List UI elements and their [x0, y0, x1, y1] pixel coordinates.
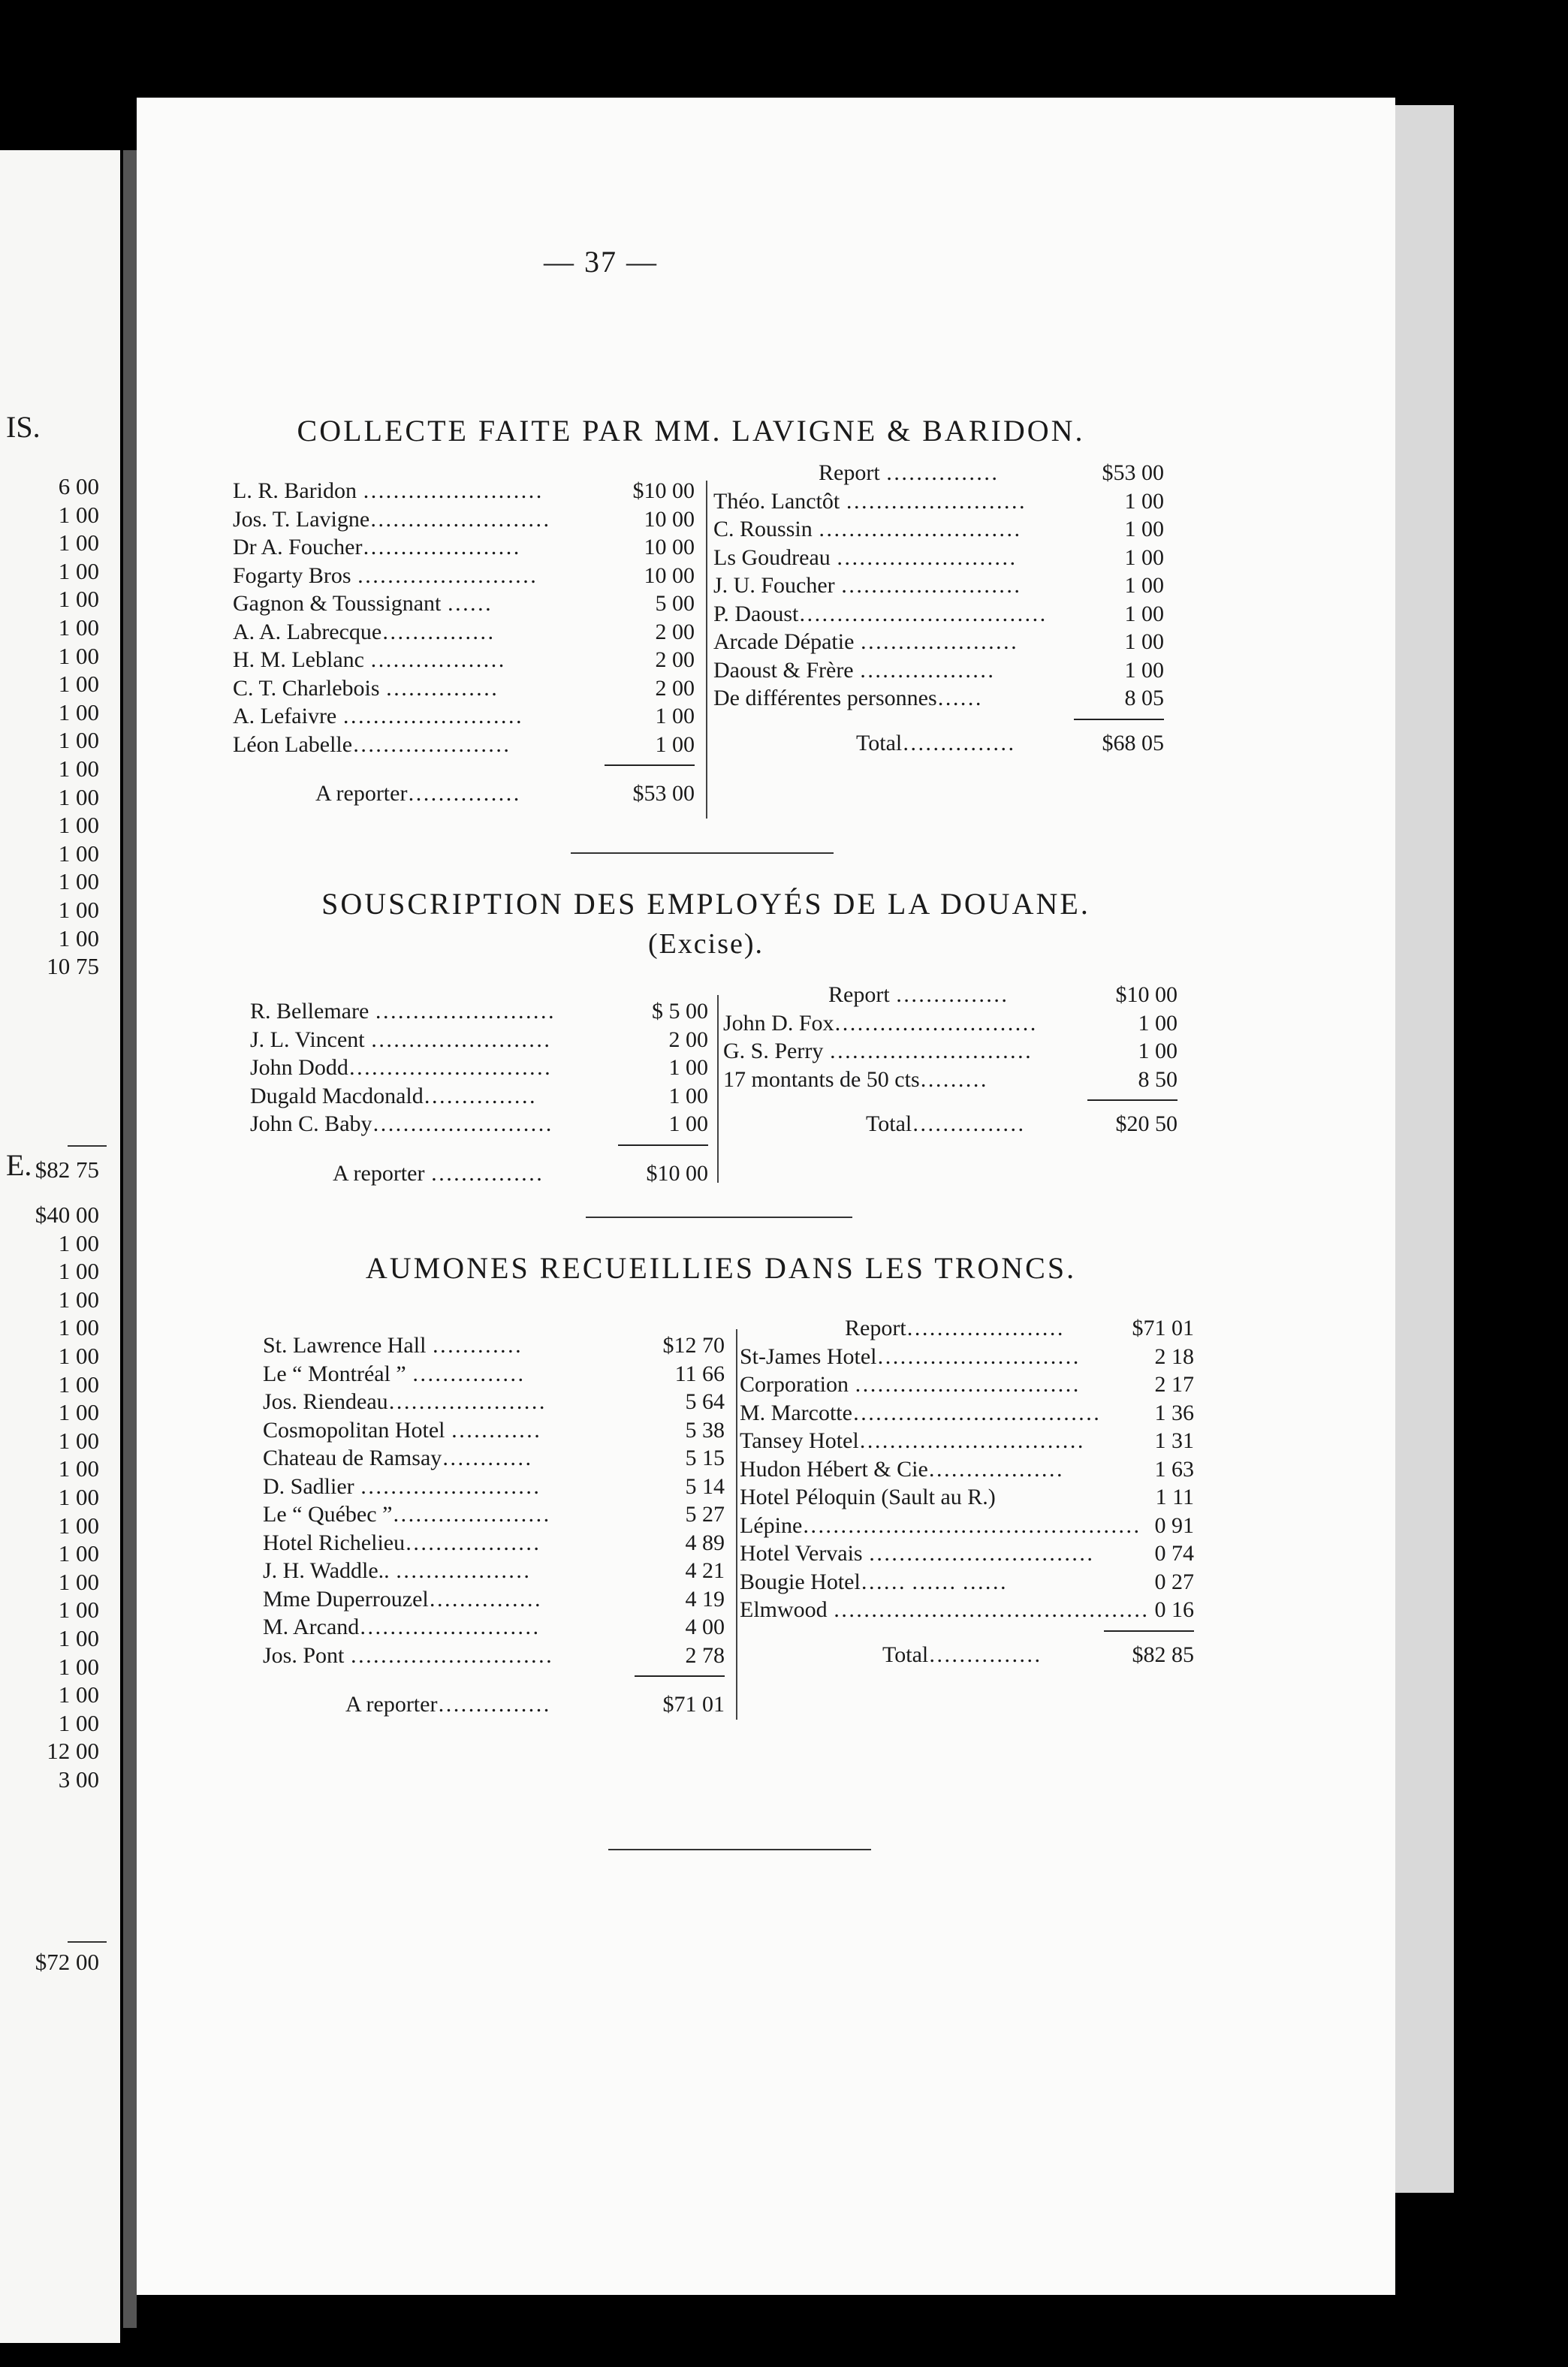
- entry-name: A. Lefaivre ……………………: [233, 704, 523, 728]
- previous-page-amount: 1 00: [58, 557, 99, 584]
- entry-name: Report…………………: [845, 1316, 1064, 1340]
- sum-rule: [635, 1675, 725, 1677]
- entry-row: [263, 1615, 725, 1643]
- total-row: [723, 1111, 1178, 1140]
- entry-amount: 5 64: [685, 1389, 725, 1414]
- previous-page-amount: 1 00: [58, 1540, 99, 1567]
- entry-name: Hotel Richelieu………………: [263, 1530, 541, 1555]
- entry-name: Dugald Macdonald……………: [250, 1083, 536, 1108]
- previous-page-amount: 1 00: [58, 642, 99, 669]
- entry-name: J. L. Vincent ……………………: [250, 1027, 551, 1052]
- entry-amount: $68 05: [1102, 730, 1164, 755]
- previous-page-amount: 1 00: [58, 1343, 99, 1369]
- entry-amount: 1 00: [1138, 1039, 1178, 1063]
- entry-row: [263, 1333, 725, 1361]
- entry-amount: 2 00: [668, 1027, 708, 1052]
- entry-amount: 0 27: [1154, 1569, 1194, 1594]
- sum-rule: [605, 764, 695, 766]
- entry-amount: 1 00: [668, 1111, 708, 1136]
- entry-name: A reporter……………: [315, 781, 520, 806]
- entry-name: De différentes personnes……: [713, 686, 982, 710]
- entry-amount: $71 01: [662, 1692, 725, 1717]
- entry-name: 17 montants de 50 cts………: [723, 1066, 988, 1092]
- entry-amount: $71 01: [1132, 1316, 1194, 1340]
- entry-amount: $10 00: [632, 478, 695, 503]
- report-row: [713, 460, 1164, 489]
- entry-row: [263, 1502, 725, 1530]
- entry-amount: 1 00: [668, 1083, 708, 1108]
- entry-amount: 5 27: [685, 1502, 725, 1527]
- sum-rule: [1074, 719, 1164, 720]
- sum-rule-row: [723, 1095, 1178, 1105]
- entry-row: [713, 573, 1164, 602]
- previous-page-amount: 1 00: [58, 868, 99, 895]
- entry-name: A reporter ……………: [333, 1160, 543, 1186]
- closing-ornament-rule: [608, 1849, 871, 1850]
- entry-row: [740, 1372, 1194, 1401]
- entry-row: [723, 1067, 1178, 1096]
- sum-rule-row: [740, 1626, 1194, 1636]
- entry-row: [233, 647, 695, 676]
- entry-row: [740, 1597, 1194, 1626]
- previous-page-amount: 1 00: [58, 1568, 99, 1595]
- entry-row: [263, 1587, 725, 1615]
- previous-page-amount: 6 00: [58, 473, 99, 499]
- entry-amount: 4 19: [685, 1586, 725, 1612]
- entry-amount: 4 00: [685, 1615, 725, 1639]
- entry-amount: 5 38: [685, 1417, 725, 1443]
- entry-amount: $ 5 00: [652, 999, 708, 1024]
- section-left-column: [233, 478, 695, 810]
- entry-name: Daoust & Frère ………………: [713, 657, 995, 683]
- entry-name: Lépine………………………………………: [740, 1512, 1141, 1538]
- entry-amount: 1 00: [1124, 573, 1164, 598]
- total-row: [713, 731, 1164, 759]
- areporter-row: [263, 1692, 725, 1720]
- entry-row: [740, 1401, 1194, 1429]
- entry-name: M. Marcotte……………………………: [740, 1400, 1100, 1425]
- previous-page-amount: 1 00: [58, 1597, 99, 1624]
- entry-amount: 2 00: [655, 619, 695, 644]
- entry-row: [263, 1361, 725, 1390]
- entry-name: John D. Fox………………………: [723, 1010, 1037, 1036]
- entry-name: Arcade Dépatie …………………: [713, 629, 1018, 654]
- entry-amount: 0 16: [1154, 1597, 1194, 1622]
- column-divider: [717, 995, 719, 1183]
- entry-row: [233, 620, 695, 648]
- entry-name: Léon Labelle…………………: [233, 731, 511, 757]
- sum-rule: [1087, 1099, 1178, 1101]
- entry-row: [713, 489, 1164, 517]
- entry-name: Bougie Hotel…… …… ……: [740, 1569, 1007, 1594]
- entry-name: C. Roussin ………………………: [713, 517, 1021, 541]
- previous-page-amount: 1 00: [58, 1484, 99, 1510]
- previous-page-amount: 1 00: [58, 1314, 99, 1341]
- entry-name: Gagnon & Toussignant ……: [233, 591, 492, 616]
- total-row: [740, 1642, 1194, 1671]
- entry-name: G. S. Perry ………………………: [723, 1039, 1032, 1063]
- entry-name: Le “ Montréal ” ……………: [263, 1361, 525, 1386]
- entry-row: [740, 1541, 1194, 1569]
- entry-name: John C. Baby……………………: [250, 1111, 553, 1136]
- entry-row: [263, 1643, 725, 1672]
- entry-amount: 1 00: [655, 704, 695, 728]
- entry-name: Théo. Lanctôt ……………………: [713, 488, 1026, 514]
- entry-row: [263, 1418, 725, 1446]
- entry-name: Jos. T. Lavigne……………………: [233, 506, 550, 532]
- report-row: [723, 982, 1178, 1011]
- sum-rule-row: [713, 714, 1164, 725]
- entry-name: Hotel Vervais …………………………: [740, 1541, 1094, 1566]
- entry-row: [233, 676, 695, 704]
- entry-amount: 1 00: [1124, 544, 1164, 570]
- previous-page-amount: 1 00: [58, 812, 99, 839]
- entry-row: [233, 478, 695, 507]
- previous-page-amount: 1 00: [58, 783, 99, 810]
- entry-row: [263, 1530, 725, 1559]
- entry-amount: 4 21: [685, 1558, 725, 1583]
- previous-page-amount: 1 00: [58, 1625, 99, 1651]
- entry-amount: $53 00: [1102, 460, 1164, 485]
- section-subtitle: (Excise).: [647, 928, 764, 960]
- entry-row: [713, 602, 1164, 630]
- entry-row: [713, 629, 1164, 658]
- entry-amount: $10 00: [646, 1160, 708, 1186]
- report-row: [740, 1316, 1194, 1344]
- sum-rule: [618, 1144, 708, 1146]
- previous-page-amount: 1 00: [58, 755, 99, 782]
- entry-name: Jos. Pont ………………………: [263, 1642, 553, 1668]
- sum-rule-row: [263, 1671, 725, 1681]
- entry-amount: 0 74: [1154, 1541, 1194, 1566]
- entry-amount: 1 00: [1138, 1010, 1178, 1036]
- previous-page-amount: 1 00: [58, 727, 99, 754]
- entry-name: P. Daoust……………………………: [713, 601, 1047, 626]
- entry-amount: $10 00: [1115, 982, 1178, 1007]
- entry-amount: 1 11: [1155, 1485, 1194, 1509]
- entry-row: [263, 1389, 725, 1418]
- previous-page-amount: 1 00: [58, 614, 99, 641]
- entry-amount: 4 89: [685, 1530, 725, 1555]
- sum-rule-row: [233, 760, 695, 770]
- section-separator: [586, 1217, 852, 1218]
- entry-name: St. Lawrence Hall …………: [263, 1333, 522, 1358]
- entry-name: Total……………: [866, 1111, 1025, 1136]
- section-separator: [571, 852, 834, 854]
- previous-page-amount: 1 00: [58, 1681, 99, 1708]
- entry-row: [713, 517, 1164, 545]
- page-edge-shadow: [1395, 105, 1454, 2193]
- entry-amount: 5 15: [685, 1446, 725, 1470]
- previous-page-amount: 1 00: [58, 1258, 99, 1285]
- entry-amount: 5 14: [685, 1473, 725, 1499]
- entry-amount: 10 00: [644, 506, 695, 532]
- entry-amount: 1 00: [1124, 517, 1164, 541]
- book-gutter: [123, 150, 137, 2328]
- entry-name: John Dodd………………………: [250, 1055, 551, 1080]
- entry-name: Fogarty Bros ……………………: [233, 562, 537, 588]
- entry-amount: $12 70: [662, 1333, 725, 1358]
- sum-rule-row: [250, 1140, 708, 1150]
- entry-name: D. Sadlier ……………………: [263, 1473, 541, 1499]
- previous-page-amount: 1 00: [58, 1653, 99, 1680]
- entry-row: [250, 1027, 708, 1056]
- entry-amount: 1 00: [655, 731, 695, 757]
- previous-page-amount: 3 00: [58, 1766, 99, 1793]
- entry-amount: 10 00: [644, 562, 695, 588]
- entry-amount: $82 85: [1132, 1642, 1194, 1667]
- entry-amount: 1 00: [1124, 601, 1164, 626]
- entry-row: [723, 1039, 1178, 1067]
- entry-row: [233, 732, 695, 761]
- section-left-column: [250, 999, 708, 1189]
- entry-name: Dr A. Foucher…………………: [233, 535, 520, 559]
- section-right-column: [723, 982, 1178, 1140]
- entry-row: [740, 1428, 1194, 1457]
- previous-page-amount: 1 00: [58, 1286, 99, 1313]
- sum-rule: [1104, 1630, 1194, 1632]
- entry-name: Mme Duperrouzel……………: [263, 1586, 541, 1612]
- previous-page-amount: 1 00: [58, 1229, 99, 1256]
- previous-page-amount: 1 00: [58, 501, 99, 528]
- entry-amount: 10 00: [644, 535, 695, 559]
- page-number: — 37 —: [544, 245, 658, 279]
- previous-page-heading-1: IS.: [6, 410, 41, 444]
- entry-name: Le “ Québec ”…………………: [263, 1502, 550, 1527]
- entry-name: M. Arcand……………………: [263, 1615, 540, 1639]
- entry-name: Tansey Hotel…………………………: [740, 1428, 1084, 1453]
- entry-amount: 2 00: [655, 647, 695, 672]
- entry-amount: 1 00: [1124, 657, 1164, 683]
- entry-amount: 1 00: [1124, 629, 1164, 654]
- previous-page-amount: 1 00: [58, 671, 99, 698]
- entry-row: [250, 1084, 708, 1112]
- entry-amount: 1 31: [1154, 1428, 1194, 1453]
- column-divider: [706, 481, 707, 819]
- entry-amount: 8 05: [1124, 686, 1164, 710]
- entry-name: Elmwood ……………………………………: [740, 1597, 1149, 1622]
- entry-row: [740, 1513, 1194, 1542]
- entry-row: [250, 1111, 708, 1140]
- entry-amount: 2 00: [655, 675, 695, 701]
- previous-page-amount: 10 75: [47, 953, 99, 980]
- entry-row: [723, 1011, 1178, 1039]
- entry-name: R. Bellemare ……………………: [250, 999, 555, 1024]
- column-divider: [736, 1329, 737, 1720]
- entry-amount: 1 00: [1124, 488, 1164, 514]
- section-title: AUMONES RECUEILLIES DANS LES TRONCS.: [365, 1251, 1077, 1285]
- entry-amount: 11 66: [674, 1361, 725, 1386]
- previous-page-amount: 1 00: [58, 1370, 99, 1398]
- entry-amount: 0 91: [1154, 1512, 1194, 1538]
- areporter-row: [233, 781, 695, 810]
- previous-page-amount: 1 00: [58, 897, 99, 923]
- previous-page-amount: 1 00: [58, 1399, 99, 1426]
- entry-name: Corporation …………………………: [740, 1372, 1080, 1397]
- previous-page-amount: 1 00: [58, 924, 99, 951]
- entry-row: [233, 535, 695, 563]
- previous-page-sum-rule-1: [68, 1145, 107, 1147]
- entry-amount: 1 63: [1154, 1456, 1194, 1482]
- entry-row: [740, 1569, 1194, 1598]
- previous-page-total-2: $72 00: [35, 1949, 99, 1975]
- entry-row: [740, 1344, 1194, 1373]
- section-title: COLLECTE FAITE PAR MM. LAVIGNE & BARIDON.: [297, 414, 1085, 448]
- entry-row: [233, 507, 695, 535]
- section-right-column: [713, 460, 1164, 758]
- section-left-column: [263, 1333, 725, 1720]
- entry-name: A. A. Labrecque……………: [233, 619, 495, 644]
- entry-row: [250, 999, 708, 1027]
- entry-name: A reporter……………: [345, 1692, 550, 1717]
- entry-name: Ls Goudreau ……………………: [713, 544, 1017, 570]
- section-right-column: [740, 1316, 1194, 1670]
- previous-page-heading-2: E.: [6, 1148, 32, 1182]
- entry-row: [263, 1474, 725, 1503]
- previous-page-amount: 1 00: [58, 1455, 99, 1482]
- previous-page-sum-rule-2: [68, 1941, 107, 1943]
- previous-page-amount: 1 00: [58, 698, 99, 725]
- entry-name: L. R. Baridon ……………………: [233, 478, 543, 503]
- previous-page-amount: 1 00: [58, 586, 99, 613]
- entry-name: C. T. Charlebois ……………: [233, 675, 499, 701]
- entry-amount: 2 18: [1154, 1343, 1194, 1369]
- entry-amount: $20 50: [1115, 1111, 1178, 1136]
- entry-name: Total……………: [882, 1642, 1042, 1667]
- previous-page-amount: 1 00: [58, 529, 99, 556]
- entry-row: [740, 1457, 1194, 1485]
- entry-row: [250, 1055, 708, 1084]
- entry-name: Total……………: [856, 730, 1015, 755]
- previous-page-amount: 1 00: [58, 1512, 99, 1539]
- section-title: SOUSCRIPTION DES EMPLOYÉS DE LA DOUANE.: [321, 887, 1090, 921]
- entry-name: Hudon Hébert & Cie………………: [740, 1456, 1063, 1482]
- previous-page-amount: 1 00: [58, 1427, 99, 1454]
- previous-page-total-1: $82 75: [35, 1156, 99, 1183]
- entry-row: [740, 1485, 1194, 1513]
- entry-name: Cosmopolitan Hotel …………: [263, 1417, 541, 1443]
- entry-amount: 8 50: [1138, 1066, 1178, 1092]
- entry-name: J. U. Foucher ……………………: [713, 573, 1021, 598]
- previous-page-amount: 12 00: [47, 1738, 99, 1765]
- entry-row: [233, 591, 695, 620]
- previous-page-amount: 1 00: [58, 840, 99, 867]
- areporter-row: [250, 1161, 708, 1190]
- entry-name: St-James Hotel………………………: [740, 1343, 1080, 1369]
- entry-name: Hotel Péloquin (Sault au R.): [740, 1485, 996, 1509]
- entry-row: [713, 545, 1164, 574]
- entry-row: [713, 686, 1164, 714]
- entry-name: H. M. Leblanc ………………: [233, 647, 505, 672]
- entry-amount: 2 78: [685, 1642, 725, 1668]
- entry-row: [233, 704, 695, 732]
- entry-name: Report ……………: [819, 460, 999, 485]
- entry-name: Jos. Riendeau…………………: [263, 1389, 546, 1414]
- previous-page-amount: 1 00: [58, 1709, 99, 1736]
- entry-amount: 1 36: [1154, 1400, 1194, 1425]
- entry-amount: 2 17: [1154, 1372, 1194, 1397]
- entry-amount: 5 00: [655, 591, 695, 616]
- entry-row: [263, 1558, 725, 1587]
- entry-name: Report ……………: [828, 982, 1009, 1007]
- entry-row: [713, 658, 1164, 686]
- entry-amount: $53 00: [632, 781, 695, 806]
- entry-row: [263, 1446, 725, 1474]
- entry-amount: 1 00: [668, 1055, 708, 1080]
- entry-row: [233, 563, 695, 592]
- previous-page-fragment: [0, 150, 120, 2343]
- entry-name: Chateau de Ramsay…………: [263, 1446, 532, 1470]
- entry-name: J. H. Waddle.. ………………: [263, 1558, 531, 1583]
- previous-page-amount: $40 00: [35, 1202, 99, 1228]
